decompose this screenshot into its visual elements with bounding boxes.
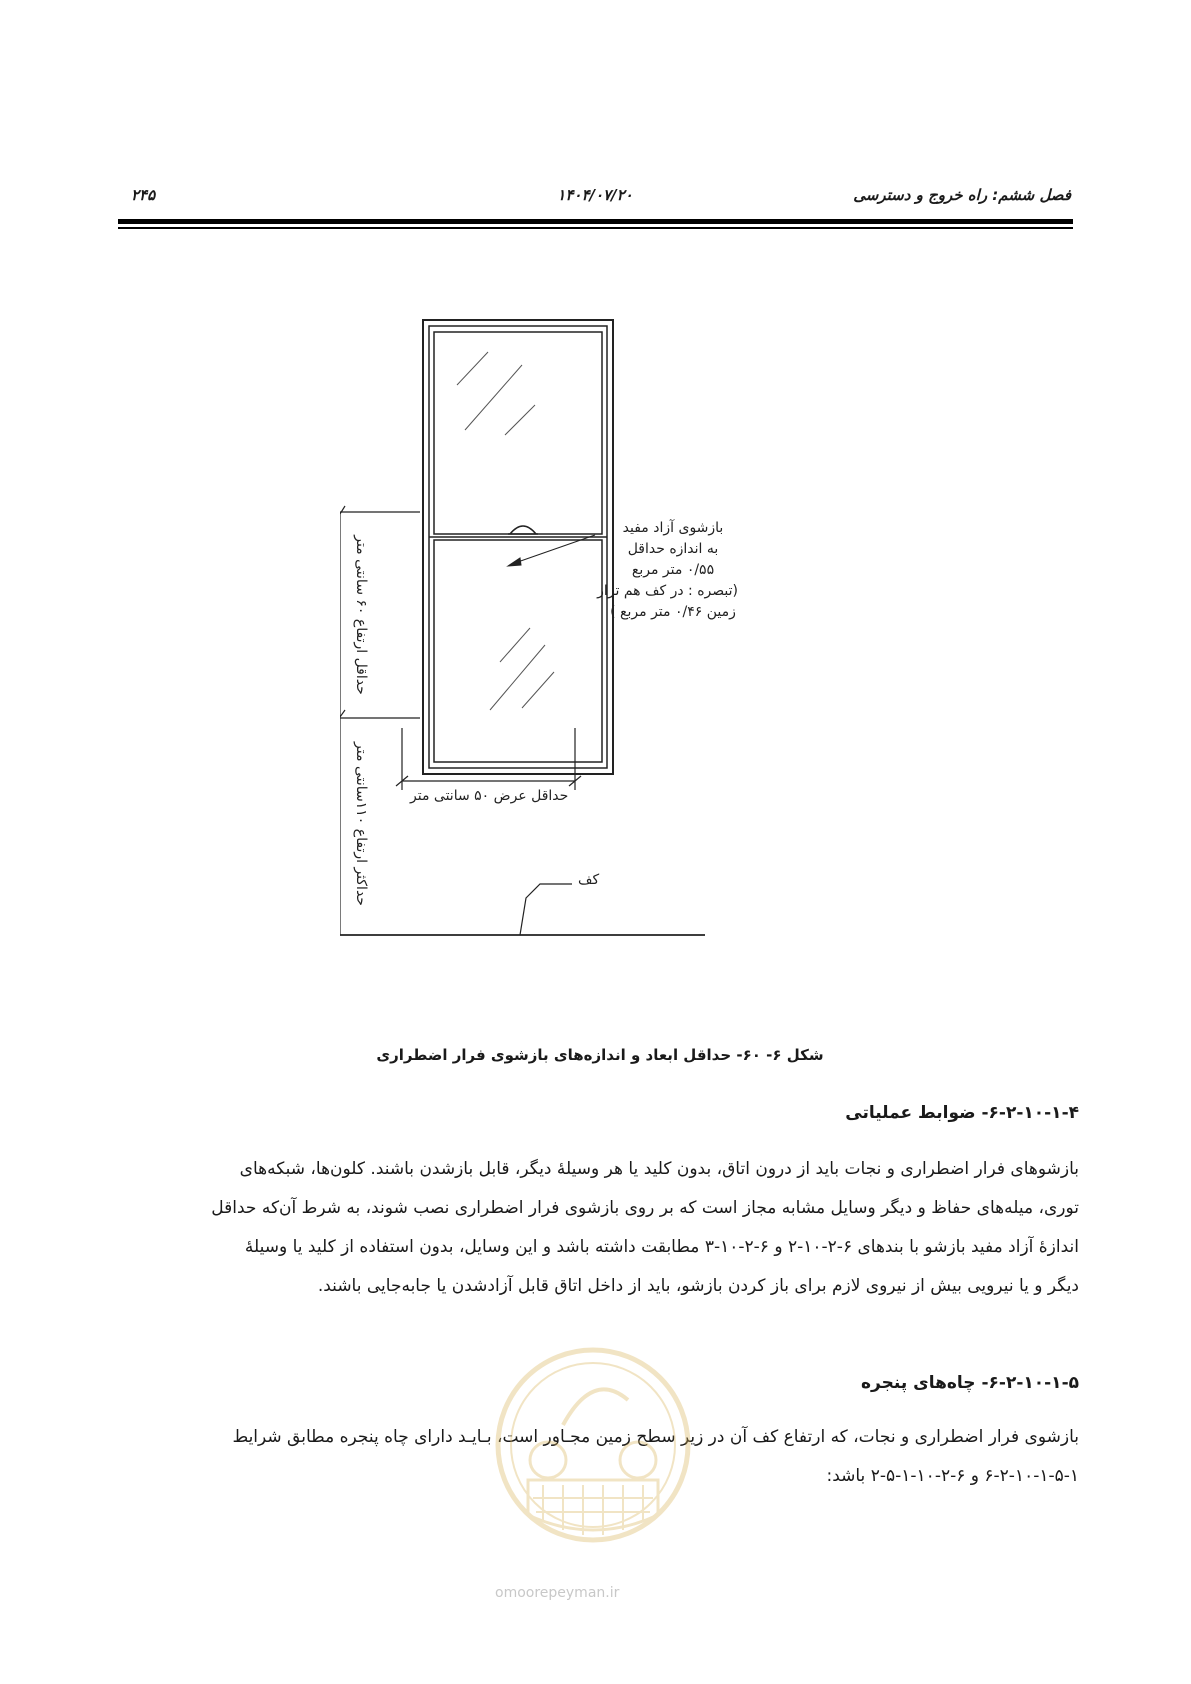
chapter-title: فصل ششم: راه خروج و دسترسی <box>853 186 1071 204</box>
paragraph-line: بازشوهای فرار اضطراری و نجات باید از درون اتاق، بدون کلید یا هر وسیلهٔ دیگر، قابل بازشدن باشند. کلون‌ها، شبکه‌های <box>239 1159 1079 1179</box>
max-height-label: حداکثر ارتفاع ۱۱۰سانتی متر <box>353 742 369 906</box>
min-height-label: حداقل ارتفاع ۶۰ سانتی متر <box>353 535 369 695</box>
window-drawing <box>340 310 820 1020</box>
upper-sash <box>434 332 602 534</box>
watermark-url: omoorepeyman.ir <box>495 1585 620 1601</box>
floor-label: کف <box>578 872 600 888</box>
section-title-operational: ۶-۲-۱۰-۱-۴- ضوابط عملیاتی <box>845 1103 1079 1123</box>
opening-label-line: (تبصره : در کف هم تراز <box>597 583 738 599</box>
window-outer-frame <box>423 320 613 774</box>
min-width-label: حداقل عرض ۵۰ سانتی متر <box>410 788 569 804</box>
opening-label-line: ۰/۵۵ متر مربع <box>631 562 715 578</box>
section-operational-paragraph <box>112 1150 1079 1306</box>
figure-caption: شکل ۶- ۶۰- حداقل ابعاد و اندازه‌های بازشوی فرار اضطراری <box>376 1046 824 1064</box>
header-rule-thin <box>118 227 1073 229</box>
opening-area-label <box>597 518 738 623</box>
opening-label-line: به اندازه حداقل <box>627 541 719 557</box>
label-arrow-icon <box>508 558 521 566</box>
paragraph-line: بازشوی فرار اضطراری و نجات، که ارتفاع کف آن در زیر سطح زمین مجـاور است، بـایـد دارای چاه پنجره مطابق شرایط <box>232 1427 1079 1447</box>
opening-label-line: زمین ۰/۴۶ متر مربع ) <box>610 604 736 620</box>
window-figure <box>340 310 820 1020</box>
header-date: ۱۴۰۴/۰۷/۲۰ <box>557 186 633 204</box>
header-rule-thick <box>118 219 1073 224</box>
floor-leader <box>520 884 572 935</box>
sash-lock-icon <box>510 526 536 534</box>
window-inner-frame <box>429 326 607 768</box>
page-number: ۲۴۵ <box>131 186 156 204</box>
paragraph-line: توری، میله‌های حفاظ و دیگر وسایل مشابه مجاز است که بر روی بازشوی فرار اضطراری نصب شوند، به شرط آن‌که حداقل <box>211 1198 1079 1218</box>
watermark-seal-icon <box>488 1330 698 1570</box>
paragraph-line: ۶-۲-۱۰-۱-۵-۱ و ۶-۲-۱۰-۱-۵-۲ باشد: <box>826 1466 1079 1486</box>
paragraph-line: دیگر و یا نیرویی بیش از نیروی لازم برای باز کردن بازشو، باید از داخل اتاق قابل آزادشدن یا جابه‌جایی باشند. <box>317 1276 1079 1296</box>
section-title-window-wells: ۶-۲-۱۰-۱-۵- چاه‌های پنجره <box>861 1373 1079 1393</box>
paragraph-line: اندازهٔ آزاد مفید بازشو با بندهای ۶-۲-۱۰-۲ و ۶-۲-۱۰-۳ مطابقت داشته باشد و این وسایل، بدون استفاده از کلید یا وسیلهٔ <box>244 1237 1079 1257</box>
lower-sash <box>434 540 602 762</box>
opening-label-line: بازشوی آزاد مفید <box>622 520 724 536</box>
